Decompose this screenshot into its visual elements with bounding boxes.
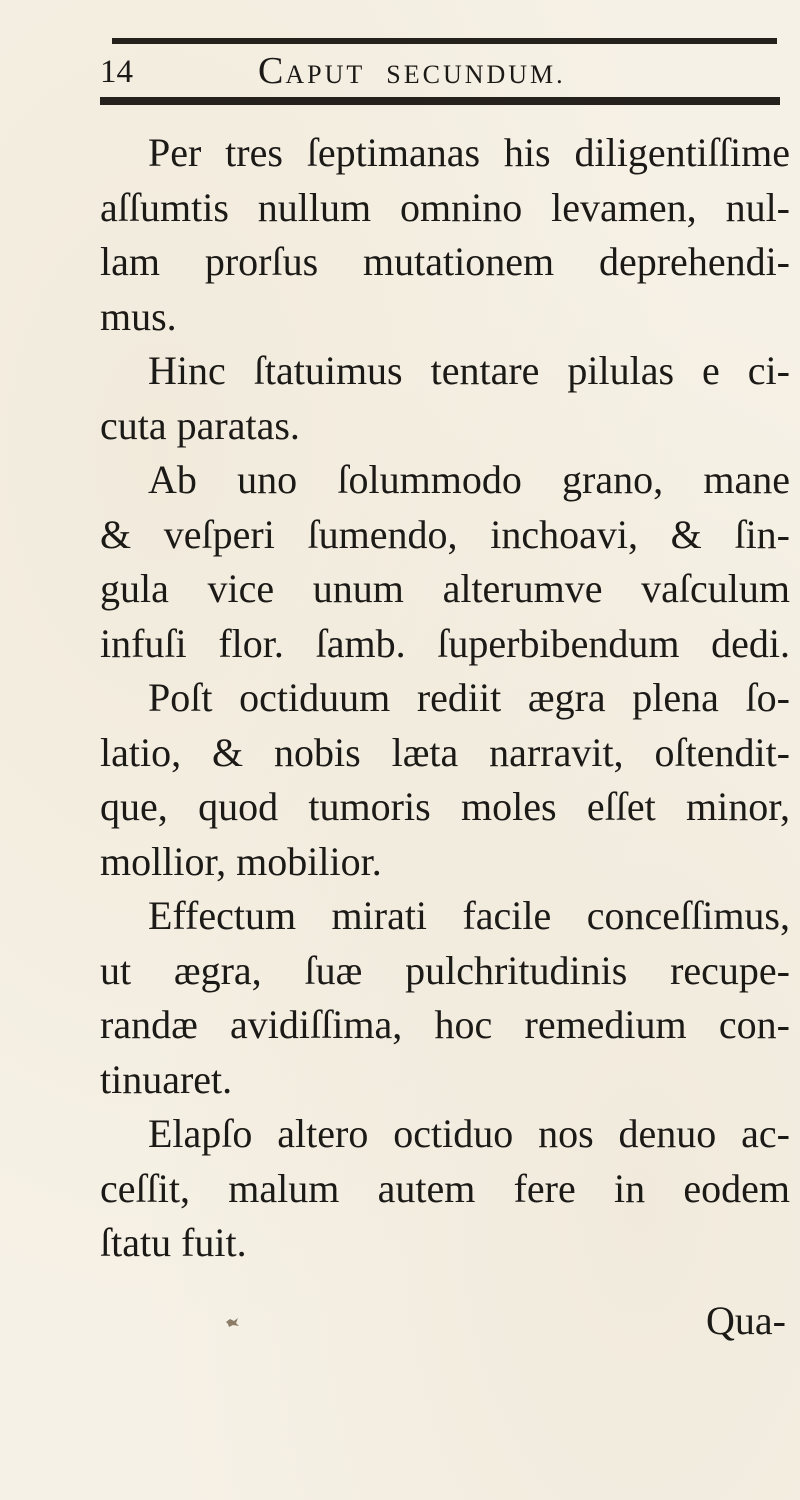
ink-blot-icon: [224, 1316, 240, 1328]
header-bottom-rule: [100, 97, 780, 105]
running-head-caput: APUT: [285, 60, 366, 89]
text-line: Ab uno ſolummodo grano, mane: [148, 457, 790, 502]
header-top-rule: [112, 38, 777, 44]
text-line: lam prorſus mutationem deprehendi-: [100, 239, 790, 284]
text-line: ut ægra, ſuæ pulchritudinis recupe-: [100, 947, 790, 993]
running-head: [258, 52, 566, 94]
running-head-secundum: SECUNDUM.: [386, 60, 566, 89]
text-line: Elapſo altero octiduo nos denuo ac-: [148, 1111, 790, 1156]
text-line: tinuaret.: [100, 1056, 233, 1102]
text-line: latio, & nobis læta narravit, oſtendit-: [100, 729, 790, 775]
text-line: mus.: [100, 293, 177, 339]
text-line: & veſperi ſumendo, inchoavi, & ſin-: [100, 511, 790, 557]
text-line: infuſi flor. ſamb. ſuperbibendum dedi.: [100, 620, 790, 666]
text-line: ceſſit, malum autem fere in eodem: [100, 1165, 790, 1211]
text-line: gula vice unum alterumve vaſculum: [100, 566, 790, 611]
text-line: mollior, mobilior.: [100, 838, 382, 884]
text-line: cuta paratas.: [100, 402, 300, 448]
catchword: Qua-: [706, 1298, 786, 1343]
text-line: aſſumtis nullum omnino levamen, nul-: [100, 184, 790, 230]
text-line: Hinc ſtatuimus tentare pilulas e ci-: [148, 348, 790, 393]
text-line: ſtatu fuit.: [100, 1220, 247, 1265]
text-line: randæ avidiſſima, hoc remedium con-: [100, 1002, 790, 1047]
text-line: Effectum mirati facile conceſſimus,: [148, 893, 790, 938]
text-line: Per tres ſeptimanas his diligentiſſime: [148, 130, 790, 175]
running-head-initial: C: [258, 50, 286, 92]
page-number: 14: [100, 54, 133, 90]
text-line: Poſt octiduum rediit ægra plena ſo-: [148, 675, 790, 720]
page-header: [100, 52, 780, 92]
text-line: que, quod tumoris moles eſſet minor,: [100, 784, 790, 829]
body-text: [100, 126, 790, 1271]
